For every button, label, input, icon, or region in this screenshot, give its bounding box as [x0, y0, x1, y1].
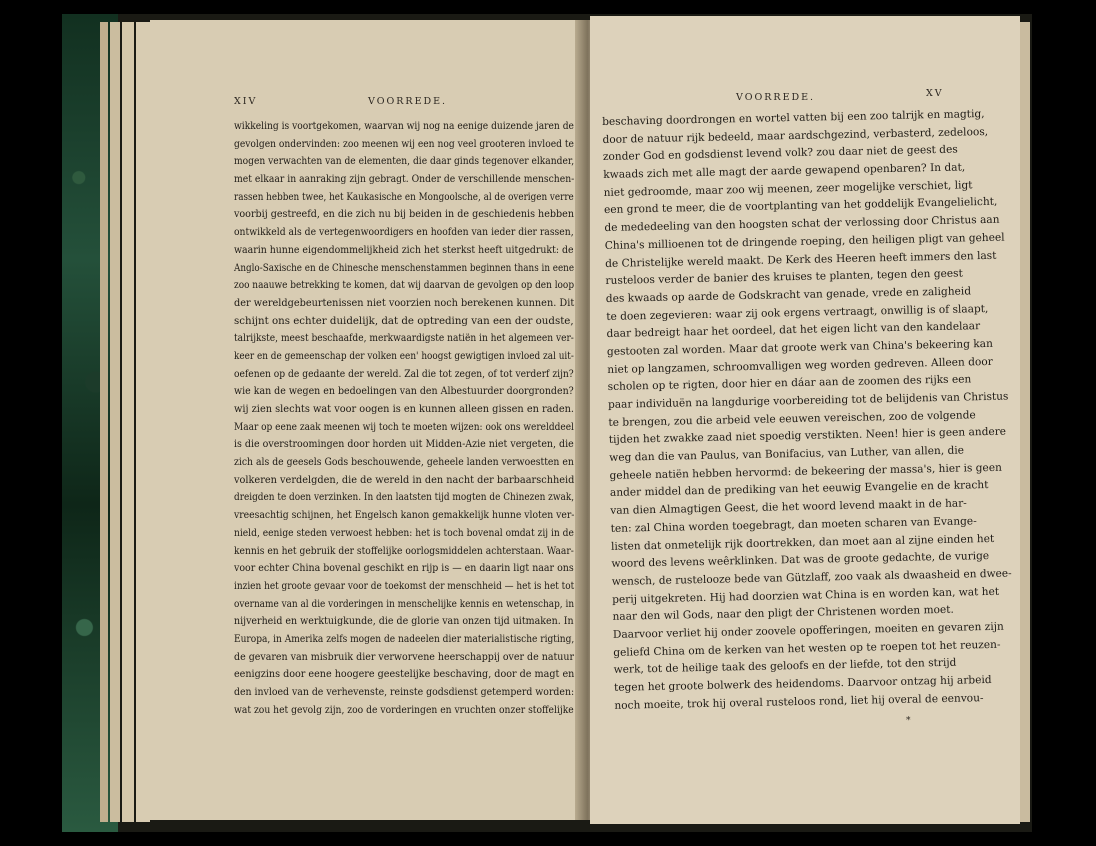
text-line: Anglo-Saxische en de Chinesche menschenstammen beginnen thans in eene [234, 261, 575, 274]
text-line: de Christelijke wereld maakt. De Kerk des Heeren heeft immers den last [605, 249, 997, 270]
text-line: vreesachtig schijnen, het Engelsch kanon gemakkelijk hunne vloten ver- [234, 509, 575, 522]
left-page [150, 20, 582, 820]
text-line: den invloed van de verhevenste, reinste godsdienst getemperd worden: [234, 686, 575, 698]
text-line: de mededeeling van den hoogsten schat der verlossing door Christus aan [604, 213, 1000, 235]
page-number: XIV [234, 96, 258, 107]
text-line: China's millioenen tot de dringende roeping, den heiligen pligt van geheel [604, 231, 1005, 252]
text-line: talrijkste, meest beschaafde, merkwaardigste natiën in het algemeen ver- [234, 332, 574, 345]
text-line: voorbij gestreefd, en die zich nu bij beiden in de geschiedenis hebben [234, 208, 574, 221]
text-line: werk, tot de heilige taak des geloofs en der liefde, tot den strijd [613, 657, 957, 677]
page-edge [136, 22, 150, 822]
text-line: eenigzins door eene hoogere geestelijke beschaving, door de magt en [234, 668, 575, 681]
right-page [590, 16, 1020, 824]
text-line: paar individuën na langdurige voorbereiding tot de belijdenis van Christus [607, 390, 1009, 411]
text-line: ten: zal China worden toegebragt, dan moeten scharen van Evange- [610, 515, 977, 535]
text-line: van dien Almagtigen Geest, die het woord levend maakt in de har- [610, 497, 967, 518]
text-line: gevolgen ondervinden: zoo meenen wij een nog veel grooteren invloed te [234, 137, 574, 150]
text-line: wie kan de wegen en bedoelingen van den Albestuurder doorgronden? [234, 385, 574, 398]
text-line: schijnt ons echter duidelijk, dat de optreding van een der oudste, [234, 314, 574, 327]
text-line: gestooten zal worden. Maar dat groote werk van China's bekeering kan [606, 337, 993, 358]
text-line: een grond te meer, die de voortplanting van het goddelijk Evangelielicht, [603, 196, 998, 217]
text-line: des kwaads op aarde de Godskracht van genade, vrede en zaligheid [605, 285, 972, 305]
text-line: daar bedreigt haar het oordeel, dat het eigen licht van den kandelaar [606, 320, 981, 341]
text-line: nield, eenige steden verwoest hebben: het is toch bovenal omdat zij in de [234, 526, 574, 539]
text-line: zoo naauwe betrekking te komen, dat wij daarvan de gevolgen op den loop [234, 279, 575, 292]
text-line: te doen zegevieren: waar zij ook ergens vertraagt, onwillig is of slaapt, [606, 302, 989, 323]
text-line: wij zien slechts wat voor oogen is en kunnen alleen gissen en raden. [234, 403, 575, 415]
text-line: zonder God en godsdienst levend volk? zou daar niet de geest des [602, 143, 958, 164]
text-line: perij uitgekreten. Hij had doorzien wat China is en worden kan, wat het [612, 585, 1000, 606]
text-line: volkeren verdelgden, die de wereld in den nacht der barbaarschheid [234, 473, 575, 486]
text-line: weg dan die van Paulus, van Bonifacius, van Luther, van allen, die [609, 444, 965, 464]
text-line: nijverheid en werktuigkunde, die de glorie van onzen tijd uitmaken. In [234, 615, 574, 628]
text-line: keer en de gemeenschap der volken een' hoogst gewigtigen invloed zal uit- [234, 349, 574, 362]
text-line: kwaads zich met alle magt der aarde gewapend openbaren? In dat, [603, 161, 966, 182]
right-page-text [602, 106, 1015, 716]
text-line: is die overstroomingen door horden uit Midden-Azie niet vergeten, die [234, 438, 574, 451]
text-line: kennis en het gebruik der stoffelijke oorlogsmiddelen achterstaan. Waar- [234, 544, 574, 557]
text-line: Daarvoor verliet hij onder zoovele opofferingen, moeiten en gevaren zijn [612, 620, 1004, 641]
text-line: geheele natiën hebben hervormd: de bekeering der massa's, hier is geen [609, 461, 1002, 482]
text-line: der wereldgebeurtenissen niet voorzien noch berekenen kunnen. Dit [234, 296, 575, 309]
text-line: rassen hebben twee, het Kaukasische en Mongoolsche, al de overigen verre [234, 190, 574, 203]
page-number: XV [926, 88, 944, 99]
page-edge [110, 22, 120, 822]
text-line: door de natuur rijk bedeeld, maar aardschgezind, verbasterd, zedeloos, [602, 125, 989, 146]
text-line: niet op langzamen, schroomvalligen weg worden gedreven. Alleen door [607, 355, 993, 376]
text-line: ander middel dan de prediking van het eeuwig Evangelie en de kracht [609, 479, 989, 500]
text-line: inzien het groote gevaar voor de toekomst der menschheid — het is het tot [234, 579, 575, 592]
running-head: VOORREDE. [736, 92, 816, 103]
text-line: wikkeling is voortgekomen, waarvan wij nog na eenige duizende jaren de [234, 120, 574, 132]
text-line: wat zou het gevolg zijn, zoo de vorderingen en vruchten onzer stoffelijke [234, 703, 574, 716]
page-edge [122, 22, 134, 822]
text-line: noch moeite, trok hij overal rusteloos rond, liet hij overal de eenvou- [614, 691, 984, 712]
text-line: de gevaren van misbruik dier verworvene heerschappij over de natuur [234, 650, 575, 663]
text-line: zich als de geesels Gods beschouwende, geheele landen verwoestten en [234, 456, 574, 469]
text-line: scholen op te rigten, door hier en dáar aan de zoomen des rijks een [607, 373, 972, 394]
text-line: rusteloos verder de banier des kruises te planten, tegen den geest [605, 267, 963, 288]
text-line: listen dat onmetelijk rijk doortrekken, dan moet aan al zijne einden het [610, 532, 995, 553]
text-line: beschaving doordrongen en wortel vatten bij een zoo talrijk en magtig, [602, 107, 985, 128]
text-line: mogen verwachten van de elementen, die daar ginds tegenover elkander, [234, 155, 575, 168]
running-head: VOORREDE. [368, 96, 448, 107]
text-line: dreigden te doen verzinken. In den laatsten tijd mogten de Chinezen zwak, [234, 491, 575, 504]
text-line: geliefd China om de kerken van het westen op te roepen tot het reuzen- [613, 638, 1001, 659]
signature-mark: * [906, 716, 911, 726]
text-line: woord des levens weêrklinken. Dat was de groote gedachte, de vurige [611, 550, 990, 571]
text-line: oefenen op de gedaante der wereld. Zal die tot zegen, of tot verderf zijn? [234, 367, 574, 380]
text-line: Maar op eene zaak meenen wij toch te moeten wijzen: ook ons werelddeel [234, 420, 574, 433]
text-line: tegen het groote bolwerk des heidendoms. Daarvoor ontzag hij arbeid [613, 673, 992, 694]
text-line: met elkaar in aanraking zijn gebragt. Onder de verschillende menschen- [234, 173, 575, 186]
page-edge [100, 22, 108, 822]
text-line: waarin hunne eigendommelijkheid zich het sterkst heeft uitgedrukt: de [234, 243, 574, 256]
left-page-text [234, 118, 574, 719]
text-line: voor echter China bovenal geschikt en rijp is — en daarin ligt naar ons [234, 562, 574, 575]
text-line: tijden het zwakke zaad niet spoedig verstikten. Neen! hier is geen andere [608, 425, 1007, 447]
text-line: naar den wil Gods, naar den pligt der Christenen worden moet. [612, 603, 954, 624]
text-line: ontwikkeld als de vertegenwoordigers en hoofden van ieder dier rassen, [234, 226, 574, 239]
text-line: overname van al die vorderingen in menschelijke kennis en wetenschap, in [234, 597, 575, 610]
text-line: Europa, in Amerika zelfs mogen de nadeelen dier materialistische rigting, [234, 632, 575, 645]
text-line: niet gedroomde, maar zoo wij meenen, zeer mogelijke verschiet, ligt [603, 179, 973, 199]
text-line: te brengen, zou die arbeid vele eeuwen vereischen, zoo de volgende [608, 408, 976, 429]
text-line: wensch, de rustelooze bede van Gützlaff, zoo vaak als dwaasheid en dwee- [611, 567, 1012, 588]
